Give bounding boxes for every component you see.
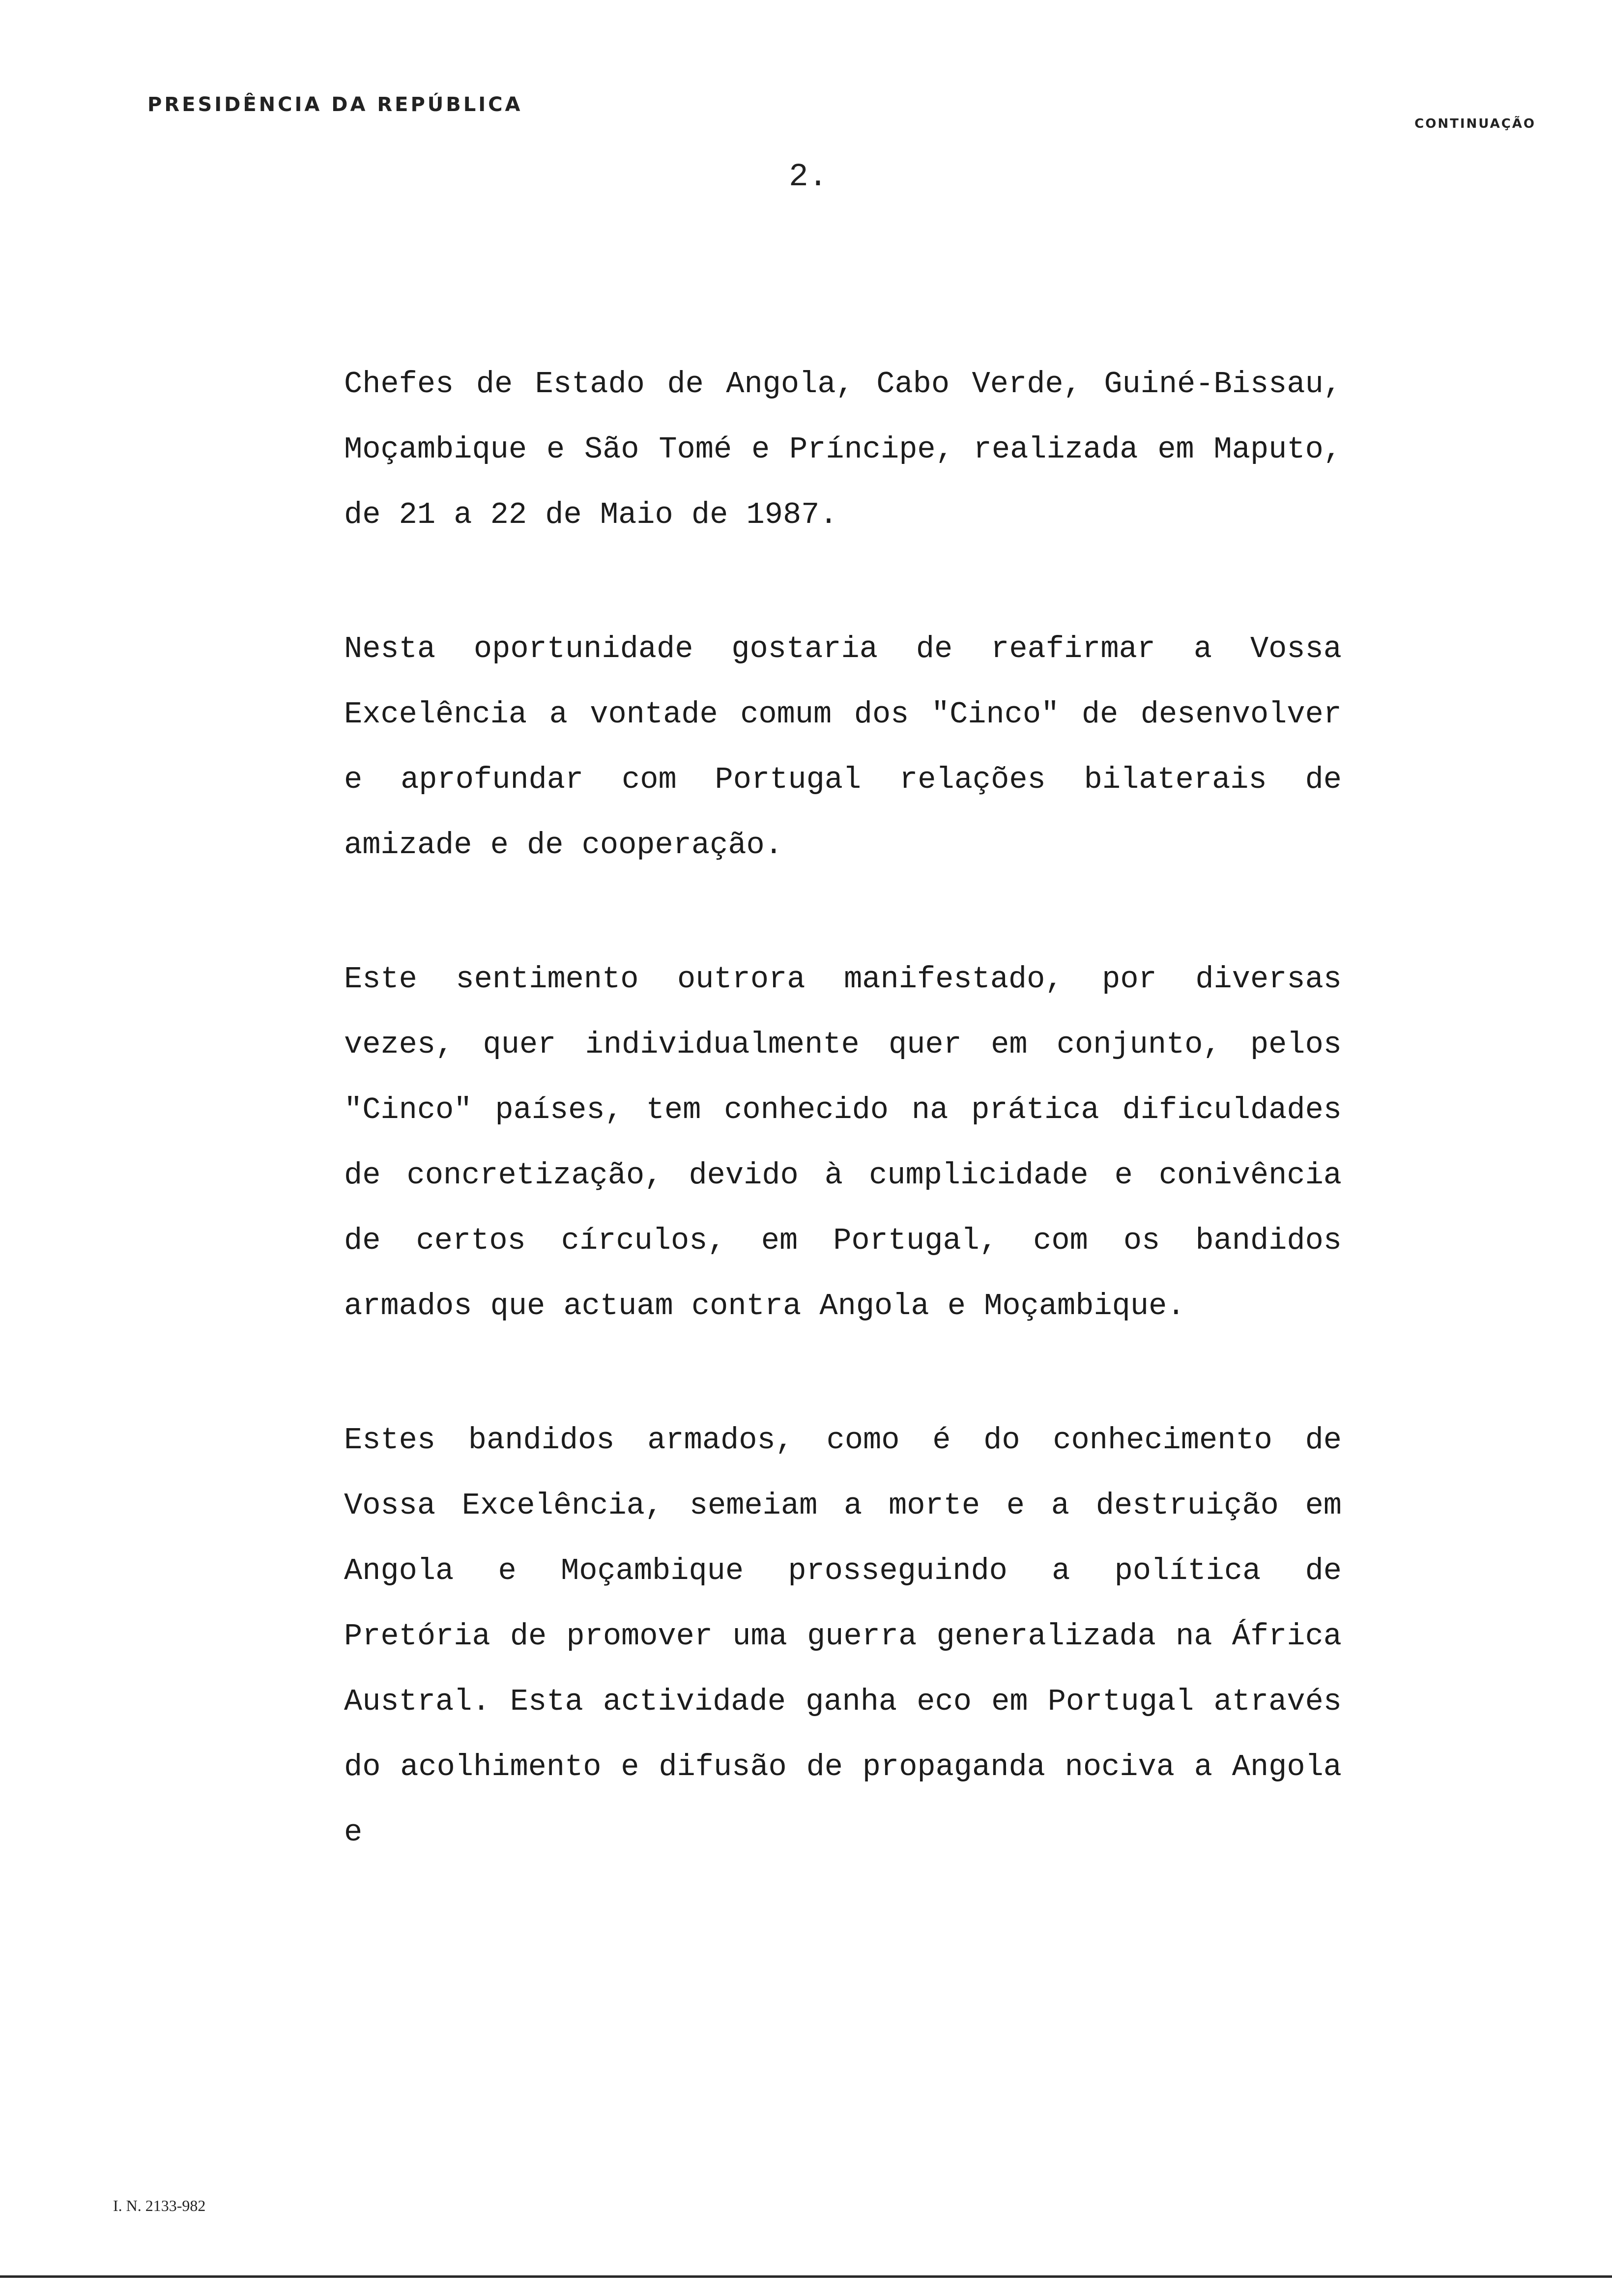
paragraph-2: Nesta oportunidade gostaria de reafirmar a Vossa Excelência a vontade comum dos "Cinco" de desenvolver e aprofundar com Portugal relações bilaterais de amizade e de cooperação. xyxy=(344,631,1342,862)
continuation-label: CONTINUAÇÃO xyxy=(1414,116,1536,131)
letter-body xyxy=(344,351,1342,1865)
letterhead-title: PRESIDÊNCIA DA REPÚBLICA xyxy=(147,93,523,116)
bottom-rule-line xyxy=(0,2275,1612,2278)
paragraph-3: Este sentimento outrora manifestado, por diversas vezes, quer individualmente quer em conjunto, pelos "Cinco" países, tem conhecido na prática dificuldades de concretização, devido à cumplicidade e conivência de certos círculos, em Portugal, com os bandidos armados que actuam contra Angola e Moçambique. xyxy=(344,962,1342,1323)
page-number: 2. xyxy=(789,158,828,195)
paragraph-4: Estes bandidos armados, como é do conhecimento de Vossa Excelência, semeiam a morte e a destruição em Angola e Moçambique prosseguindo a política de Pretória de promover uma guerra generalizada na África Austral. Esta actividade ganha eco em Portugal através do acolhimento e difusão de propaganda nociva a Angola e xyxy=(344,1423,1342,1850)
form-code: I. N. 2133-982 xyxy=(113,2197,206,2214)
paragraph-1: Chefes de Estado de Angola, Cabo Verde, Guiné-Bissau, Moçambique e São Tomé e Príncipe, realizada em Maputo, de 21 a 22 de Maio de 1987. xyxy=(344,367,1342,532)
